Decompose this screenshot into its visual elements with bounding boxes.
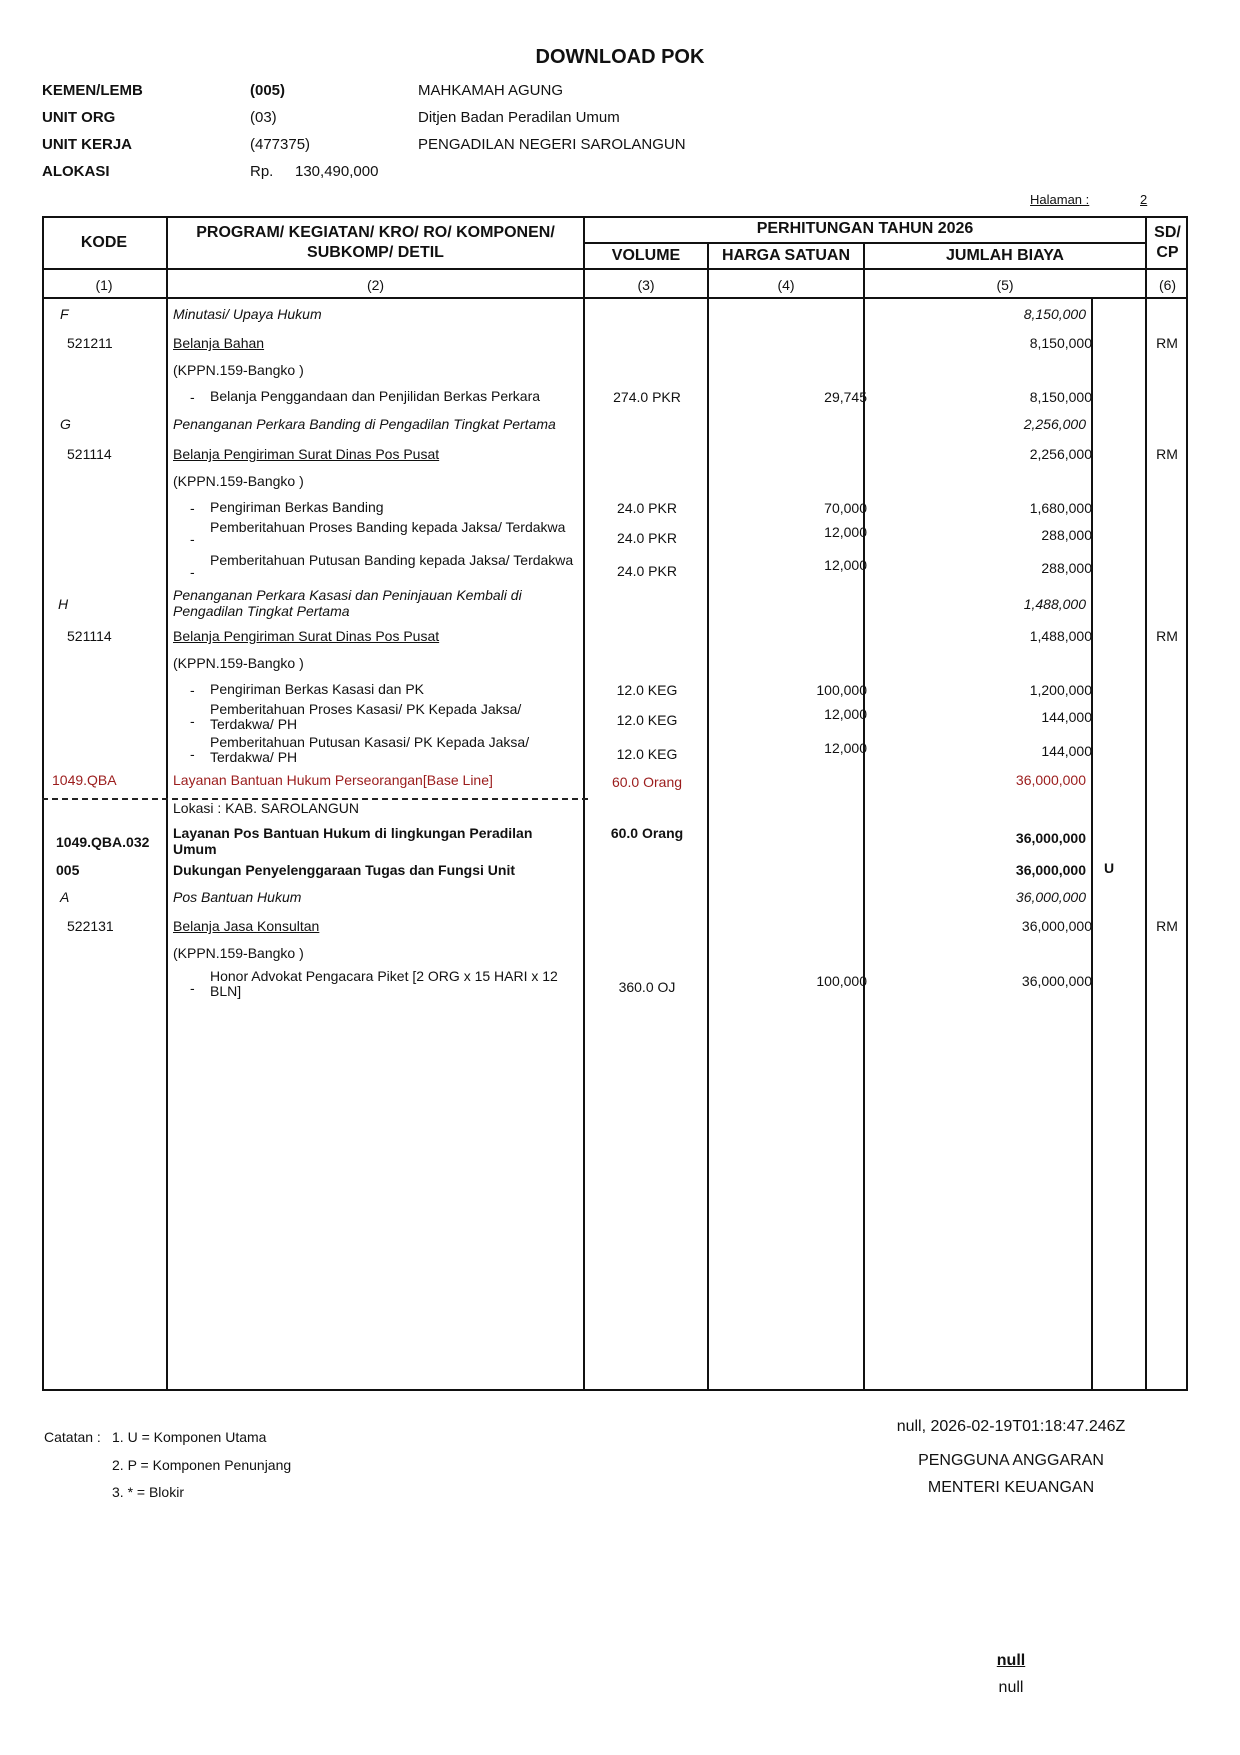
colnum-2: (2) — [366, 277, 385, 293]
header-name-unit-org: Ditjen Badan Peradilan Umum — [418, 109, 620, 126]
row-harga: 29,745 — [824, 389, 867, 405]
header-code-kemen: (005) — [250, 82, 286, 99]
row-jumlah: 1,488,000 — [1023, 596, 1086, 612]
row-jumlah: 36,000,000 — [1015, 830, 1086, 846]
header-name-unit-kerja: PENGADILAN NEGERI SAROLANGUN — [418, 136, 686, 153]
detail-dash: - — [190, 980, 195, 996]
row-harga: 12,000 — [824, 740, 867, 756]
row-harga: 100,000 — [816, 682, 867, 698]
header-label-kemen: KEMEN/LEMB — [42, 82, 143, 99]
row-volume: 24.0 PKR — [617, 563, 677, 579]
row-volume: 12.0 KEG — [616, 746, 678, 762]
row-desc: Honor Advokat Pengacara Piket [2 ORG x 15 HARI x 12 BLN] — [210, 968, 558, 999]
row-desc: Pemberitahuan Proses Kasasi/ PK Kepada Jaksa/ Terdakwa/ PH — [210, 701, 522, 732]
row-jumlah: 36,000,000 — [1021, 918, 1092, 934]
row-desc: Penanganan Perkara Kasasi dan Peninjauan Kembali di Pengadilan Tingkat Pertama — [173, 587, 522, 619]
col-divider-program — [583, 216, 585, 1391]
row-volume: 24.0 PKR — [617, 500, 677, 516]
page-label: Halaman : — [1030, 192, 1090, 207]
row-desc: Belanja Bahan — [173, 335, 265, 351]
row-desc: (KPPN.159-Bangko ) — [173, 362, 304, 378]
header-subdivider — [584, 242, 1147, 244]
detail-dash: - — [190, 682, 195, 698]
header-bottom-line — [42, 268, 1188, 270]
detail-dash: - — [190, 500, 195, 516]
row-jumlah: 8,150,000 — [1023, 306, 1086, 322]
col-divider-kode — [166, 216, 168, 1391]
row-kode: G — [60, 416, 71, 432]
colnum-1: (1) — [95, 277, 113, 293]
detail-dash: - — [190, 746, 195, 762]
row-volume: 274.0 PKR — [613, 389, 681, 405]
row-jumlah: 36,000,000 — [1015, 862, 1086, 878]
row-desc: Belanja Pengiriman Surat Dinas Pos Pusat — [173, 446, 440, 462]
col-divider-harga — [863, 242, 865, 1391]
row-desc: Pemberitahuan Putusan Kasasi/ PK Kepada Jaksa/ Terdakwa/ PH — [210, 734, 530, 765]
row-desc: Pemberitahuan Putusan Banding kepada Jaksa/ Terdakwa — [210, 552, 574, 568]
th-harga: HARGA SATUAN — [722, 247, 850, 264]
row-volume: 360.0 OJ — [618, 979, 676, 995]
header-label-unit-org: UNIT ORG — [42, 109, 116, 126]
row-jumlah: 2,256,000 — [1029, 446, 1092, 462]
row-desc: Belanja Penggandaan dan Penjilidan Berkas Perkara — [210, 388, 541, 404]
colnum-6: (6) — [1158, 277, 1177, 293]
row-desc: Pemberitahuan Proses Banding kepada Jaksa/ Terdakwa — [210, 519, 566, 535]
row-kode: 1049.QBA.032 — [56, 834, 150, 850]
row-sd: RM — [1156, 446, 1178, 462]
row-volume: 60.0 Orang — [610, 825, 684, 841]
signature-role-1: PENGGUNA ANGGARAN — [918, 1452, 1104, 1469]
header-allocation-amount: 130,490,000 — [295, 163, 379, 180]
row-harga: 70,000 — [824, 500, 867, 516]
notes-label: Catatan : — [44, 1429, 101, 1445]
row-component-type: U — [1104, 860, 1115, 876]
col-divider-volume — [707, 242, 709, 1391]
th-sdcp-1: SD/ — [1154, 224, 1181, 241]
th-program: PROGRAM/ KEGIATAN/ KRO/ RO/ KOMPONEN/ SUBKOMP/ DETIL — [196, 224, 555, 261]
header-currency: Rp. — [250, 163, 274, 180]
row-desc: Belanja Jasa Konsultan — [173, 918, 320, 934]
row-jumlah: 1,680,000 — [1029, 500, 1092, 516]
signature-id: null — [998, 1679, 1024, 1696]
row-kode: H — [58, 596, 69, 612]
row-desc: (KPPN.159-Bangko ) — [173, 473, 304, 489]
row-kode: 521114 — [67, 446, 112, 462]
note-item: 2. P = Komponen Penunjang — [112, 1457, 292, 1473]
row-jumlah: 36,000,000 — [1015, 772, 1086, 788]
row-jumlah: 8,150,000 — [1029, 335, 1092, 351]
row-kode: F — [60, 306, 69, 322]
row-volume: 12.0 KEG — [616, 682, 678, 698]
row-harga: 12,000 — [824, 557, 867, 573]
header-label-unit-kerja: UNIT KERJA — [42, 136, 133, 153]
row-desc: (KPPN.159-Bangko ) — [173, 945, 304, 961]
row-sd: RM — [1156, 918, 1178, 934]
row-kode: 521114 — [67, 628, 112, 644]
colnum-bottom-line — [42, 297, 1188, 299]
row-sd: RM — [1156, 335, 1178, 351]
row-jumlah: 2,256,000 — [1023, 416, 1086, 432]
row-desc: Pengiriman Berkas Kasasi dan PK — [210, 681, 424, 697]
row-desc: Layanan Bantuan Hukum Perseorangan[Base Line] — [173, 772, 493, 788]
signature-timestamp: null, 2026-02-19T01:18:47.246Z — [896, 1418, 1126, 1435]
signature-role-2: MENTERI KEUANGAN — [927, 1479, 1095, 1496]
row-jumlah: 8,150,000 — [1029, 389, 1092, 405]
detail-dash: - — [190, 389, 195, 405]
note-item: 3. * = Blokir — [112, 1484, 184, 1500]
header-code-unit-kerja: (477375) — [250, 136, 311, 153]
th-jumlah: JUMLAH BIAYA — [946, 247, 1064, 264]
row-desc: Layanan Pos Bantuan Hukum di lingkungan Peradilan Umum — [173, 825, 533, 857]
row-volume: 60.0 Orang — [611, 774, 683, 790]
colnum-4: (4) — [777, 277, 795, 293]
row-desc: Lokasi : KAB. SAROLANGUN — [173, 800, 359, 816]
detail-dash: - — [190, 564, 195, 580]
row-kode: 521211 — [67, 335, 113, 351]
th-sdcp-2: CP — [1156, 244, 1179, 261]
note-item: 1. U = Komponen Utama — [112, 1429, 267, 1445]
row-desc: Dukungan Penyelenggaraan Tugas dan Fungsi Unit — [173, 862, 516, 878]
col-divider-sd — [1145, 216, 1147, 1391]
row-jumlah: 36,000,000 — [1015, 889, 1086, 905]
header-label-alokasi: ALOKASI — [42, 163, 110, 180]
row-kode: 522131 — [67, 918, 114, 934]
row-desc: Minutasi/ Upaya Hukum — [173, 306, 322, 322]
row-jumlah: 1,200,000 — [1029, 682, 1092, 698]
row-harga: 12,000 — [824, 524, 867, 540]
row-jumlah: 144,000 — [1041, 743, 1092, 759]
row-desc: Belanja Pengiriman Surat Dinas Pos Pusat — [173, 628, 440, 644]
row-kode: 005 — [56, 862, 80, 878]
header-name-kemen: MAHKAMAH AGUNG — [418, 82, 564, 99]
row-jumlah: 288,000 — [1041, 527, 1092, 543]
th-perhitungan: PERHITUNGAN TAHUN 2026 — [756, 220, 974, 237]
colnum-5: (5) — [996, 277, 1014, 293]
row-volume: 24.0 PKR — [617, 530, 677, 546]
row-jumlah: 1,488,000 — [1029, 628, 1092, 644]
row-desc: Penanganan Perkara Banding di Pengadilan Tingkat Pertama — [173, 416, 556, 432]
page-title: DOWNLOAD POK — [535, 46, 705, 68]
row-desc: Pengiriman Berkas Banding — [210, 499, 384, 515]
row-volume: 12.0 KEG — [616, 712, 678, 728]
row-jumlah: 288,000 — [1041, 560, 1092, 576]
signature-name: null — [996, 1652, 1026, 1669]
row-harga: 100,000 — [816, 973, 867, 989]
th-kode: KODE — [80, 234, 128, 251]
row-desc: Pos Bantuan Hukum — [173, 889, 302, 905]
header-code-unit-org: (03) — [250, 109, 277, 126]
row-desc: (KPPN.159-Bangko ) — [173, 655, 304, 671]
row-kode: A — [60, 889, 70, 905]
row-jumlah: 36,000,000 — [1021, 973, 1092, 989]
row-sd: RM — [1156, 628, 1178, 644]
row-kode: 1049.QBA — [52, 772, 117, 788]
detail-dash: - — [190, 713, 195, 729]
th-volume: VOLUME — [611, 247, 681, 264]
detail-dash: - — [190, 531, 195, 547]
row-harga: 12,000 — [824, 706, 867, 722]
page-number: 2 — [1140, 192, 1148, 207]
row-jumlah: 144,000 — [1041, 709, 1092, 725]
colnum-3: (3) — [637, 277, 655, 293]
